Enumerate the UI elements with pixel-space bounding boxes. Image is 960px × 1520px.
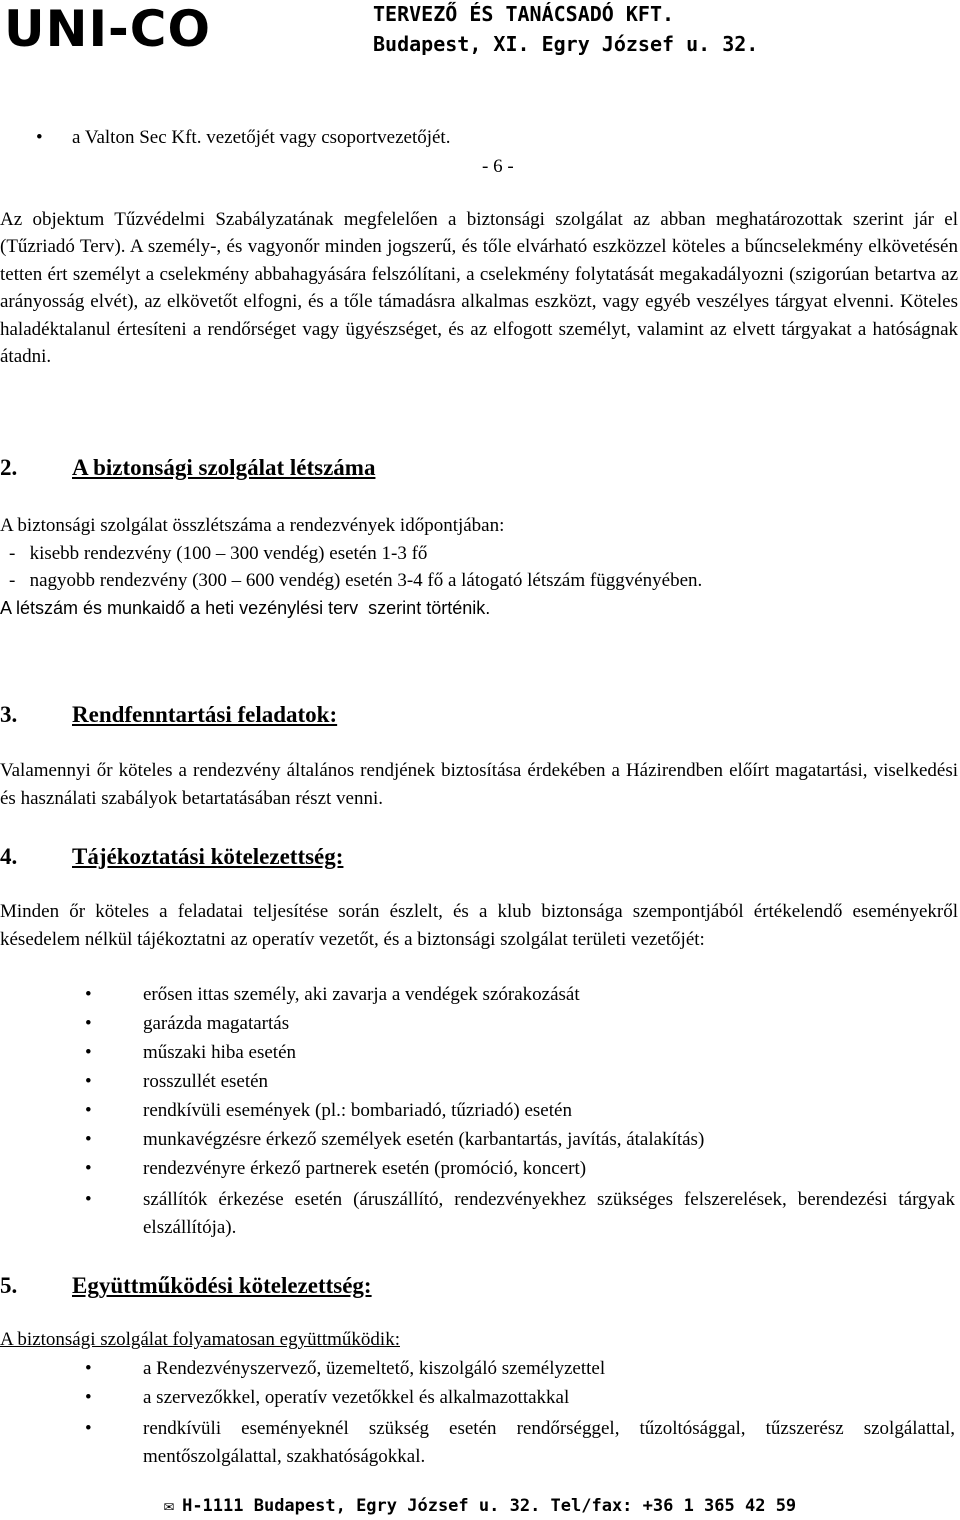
- bullet-dot: •: [85, 984, 92, 1005]
- bullet-dot: •: [85, 1042, 92, 1063]
- section-2-intro: A biztonsági szolgálat összlétszáma a rendezvények időpontjában:: [0, 515, 505, 536]
- bullet-dot: •: [85, 1129, 92, 1150]
- list-item: [85, 1128, 953, 1152]
- list-item: [85, 1357, 953, 1381]
- section-4-title: Tájékoztatási kötelezettség:: [72, 844, 344, 869]
- section-3-heading: [0, 701, 337, 729]
- list-item-text: rosszullét esetén: [143, 1071, 269, 1092]
- list-item-text: rendezvényre érkező partnerek esetén (promóció, koncert): [143, 1158, 587, 1179]
- list-item-text: rendkívüli eseményeknél szükség esetén rendőrséggel, tűzoltósággal, tűzszerész szolgálattal, mentőszolgálattal, szakhatóságokkal.: [143, 1418, 955, 1467]
- list-item-text: munkavégzésre érkező személyek esetén (karbantartás, javítás, átalakítás): [143, 1129, 705, 1150]
- section-3-number: 3.: [0, 702, 18, 727]
- list-item: [85, 1070, 953, 1094]
- list-item-text: rendkívüli események (pl.: bombariadó, tűzriadó) esetén: [143, 1100, 572, 1121]
- list-item-text: erősen ittas személy, aki zavarja a vendégek szórakozását: [143, 984, 580, 1005]
- bullet-dot: •: [85, 1418, 92, 1439]
- bullet-dot: •: [85, 1071, 92, 1092]
- list-item: [85, 1415, 955, 1471]
- section-3-title: Rendfenntartási feladatok:: [72, 702, 338, 727]
- company-name: TERVEZŐ ÉS TANÁCSADÓ KFT.: [373, 2, 675, 26]
- bullet-dot: •: [85, 1358, 92, 1379]
- section-5-number: 5.: [0, 1273, 18, 1298]
- intro-bullet-text: a Valton Sec Kft. vezetőjét vagy csoportvezetőjét.: [72, 127, 451, 148]
- section-2-title: A biztonsági szolgálat létszáma: [72, 455, 376, 480]
- staff-large-event: - nagyobb rendezvény (300 – 600 vendég) esetén 3-4 fő a látogató létszám függvényében.: [9, 570, 703, 591]
- bullet-dot: •: [85, 1100, 92, 1121]
- bullet-dot: •: [85, 1189, 92, 1210]
- section-5-title: Együttműködési kötelezettség:: [72, 1273, 372, 1298]
- list-item: [85, 983, 953, 1007]
- bullet-dot: •: [85, 1013, 92, 1034]
- list-item-text: a Rendezvényszervező, üzemeltető, kiszolgáló személyzettel: [143, 1358, 606, 1379]
- list-item: [85, 1041, 953, 1065]
- company-logo: UNI-CO: [4, 0, 212, 58]
- intro-bullet: [36, 126, 952, 150]
- section-4-number: 4.: [0, 844, 18, 869]
- bullet-dot: •: [85, 1387, 92, 1408]
- section-4-heading: [0, 843, 343, 871]
- list-item: [85, 1386, 953, 1410]
- paragraph-fire-rules: Az objektum Tűzvédelmi Szabályzatának megfelelően a biztonsági szolgálat az abban meghatározottak szerint jár el (Tűzriadó Terv). A személy-, és vagyonőr minden jogszerű, és tőle elvárható eszközzel köteles a bűncselekmény elkövetésén tetten ért személyt a cselekmény abbahagyására felszólítani, a cselekmény folytatását megakadályozni (szigorúan betartva az arányosság elvét), az elkövetőt elfogni, és a tőle támadásra alkalmas eszközt, vagy egyéb veszélyes tárgyat elvenni. Köteles haladéktalanul értesíteni a rendőrséget vagy ügyészséget, és az elfogott személyt, valamint az elvett tárgyakat a hatóságnak átadni.: [0, 209, 958, 368]
- staff-small-event: - kisebb rendezvény (100 – 300 vendég) esetén 1-3 fő: [9, 543, 428, 564]
- page-number: - 6 -: [482, 156, 514, 177]
- staff-schedule-note: A létszám és munkaidő a heti vezénylési terv szerint történik.: [0, 598, 491, 618]
- bullet-dot: •: [85, 1158, 92, 1179]
- list-item-text: garázda magatartás: [143, 1013, 290, 1034]
- company-address: Budapest, XI. Egry József u. 32.: [373, 32, 759, 56]
- section-4-text: Minden őr köteles a feladatai teljesítése során észlelt, és a klub biztonsága szempontjából értékelendő eseményekről késedelem nélkül tájékoztatni az operatív vezetőt, és a biztonsági szolgálat területi vezetőjét:: [0, 901, 958, 950]
- list-item: [85, 1012, 953, 1036]
- list-item-text: a szervezőkkel, operatív vezetőkkel és alkalmazottakkal: [143, 1387, 570, 1408]
- footer-contact: H-1111 Budapest, Egry József u. 32. Tel/fax: +36 1 365 42 59: [182, 1496, 797, 1516]
- list-item-text: műszaki hiba esetén: [143, 1042, 297, 1063]
- section-5-intro: A biztonsági szolgálat folyamatosan együttműködik:: [0, 1329, 400, 1350]
- list-item-text: szállítók érkezése esetén (áruszállító, rendezvényekhez szükséges felszerelések, berendezési tárgyak elszállítója).: [143, 1189, 955, 1238]
- section-5-heading: [0, 1272, 372, 1300]
- bullet-dot: •: [36, 127, 43, 148]
- list-item: [85, 1099, 953, 1123]
- list-item: [85, 1157, 953, 1181]
- section-2-number: 2.: [0, 455, 18, 480]
- section-3-text: Valamennyi őr köteles a rendezvény általános rendjének biztosítása érdekében a Házirendben előírt magatartási, viselkedési és használati szabályok betartatásában részt venni.: [0, 760, 958, 809]
- envelope-icon: ✉: [163, 1496, 175, 1516]
- list-item: [85, 1186, 955, 1242]
- footer: [0, 1495, 960, 1517]
- section-2-heading: [0, 454, 375, 482]
